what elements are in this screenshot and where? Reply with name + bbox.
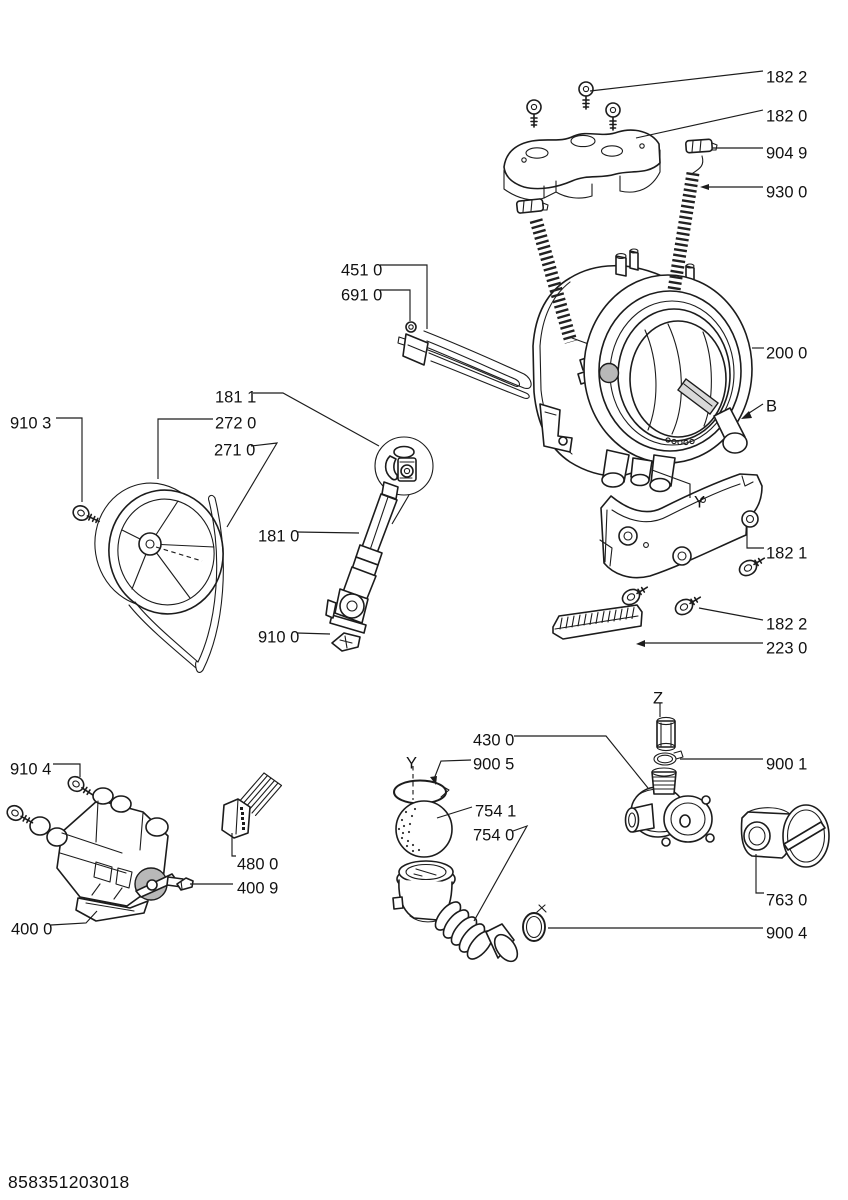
drum-pulley (86, 475, 232, 622)
callout-430-0: 430 0 (473, 731, 515, 750)
support-screw-1 (620, 581, 651, 607)
callout-200-0: 200 0 (766, 344, 808, 363)
callout-400-9: 400 9 (237, 879, 279, 898)
callout-182-2-bottom: 182 2 (766, 615, 808, 634)
callout-182-0: 182 0 (766, 107, 808, 126)
ref-letter-y-sump: Y (406, 754, 418, 773)
absorber-bracket (332, 633, 360, 651)
counterweight-screw-1 (527, 100, 541, 127)
document-part-code: 858351203018 (8, 1172, 130, 1192)
ref-letter-z: Z (653, 689, 664, 708)
callout-181-0: 181 0 (258, 527, 300, 546)
motor (30, 788, 183, 921)
callout-930-0: 930 0 (766, 183, 808, 202)
spring-hook-left (516, 199, 548, 214)
callout-904-9: 904 9 (766, 144, 808, 163)
callout-900-4: 900 4 (766, 924, 808, 943)
heating-element (398, 331, 531, 398)
heater-nut (406, 322, 416, 332)
callout-480-0: 480 0 (237, 855, 279, 874)
callout-182-2-top: 182 2 (766, 68, 808, 87)
ribbed-weight (553, 605, 642, 639)
pump-sleeve (657, 717, 675, 750)
shock-absorber (326, 482, 398, 633)
sump-hose (393, 861, 522, 965)
callout-754-1: 754 1 (475, 802, 517, 821)
callout-910-0: 910 0 (258, 628, 300, 647)
callout-900-5: 900 5 (473, 755, 515, 774)
counterweight-screw-3 (606, 103, 620, 130)
callout-763-0: 763 0 (766, 891, 808, 910)
callout-271-0: 271 0 (214, 441, 256, 460)
callout-900-1: 900 1 (766, 755, 808, 774)
ref-letter-y-tub: Y (694, 493, 706, 512)
callout-910-4: 910 4 (10, 760, 52, 779)
check-ball (396, 801, 452, 857)
top-counterweight (504, 130, 660, 200)
motor-screw-1 (65, 774, 96, 801)
spring-hook-right (686, 139, 717, 173)
drain-filter (741, 805, 829, 867)
support-screw-3 (737, 552, 768, 578)
callout-691-0: 691 0 (341, 286, 383, 305)
callout-223-0: 223 0 (766, 639, 808, 658)
hose-clamp-small (654, 751, 683, 765)
callout-754-0: 754 0 (473, 826, 515, 845)
drain-pump (626, 768, 715, 846)
rear-support-bracket (600, 474, 762, 578)
support-screw-2 (673, 591, 704, 617)
callout-182-1: 182 1 (766, 544, 808, 563)
callout-910-3: 910 3 (10, 414, 52, 433)
callout-272-0: 272 0 (215, 414, 257, 433)
wiring-connector (222, 773, 282, 838)
clamp-ring (394, 781, 449, 804)
callout-400-0: 400 0 (11, 920, 53, 939)
ref-letter-b: B (766, 397, 778, 416)
callout-451-0: 451 0 (341, 261, 383, 280)
wire-clamp (523, 905, 546, 941)
callout-181-1: 181 1 (215, 388, 257, 407)
counterweight-screw-2 (579, 82, 593, 109)
